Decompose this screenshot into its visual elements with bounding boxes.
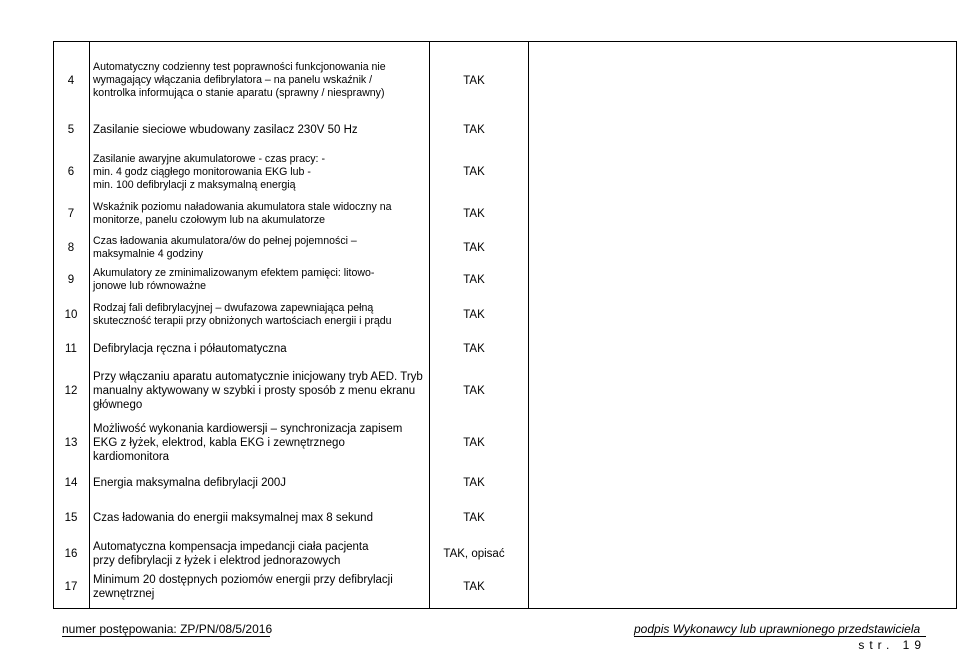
row-number: 11 — [65, 343, 77, 355]
row-number: 9 — [67, 274, 75, 286]
row-number: 6 — [67, 166, 75, 178]
column-divider — [89, 42, 90, 608]
row-description: Przy włączaniu aparatu automatycznie inicjowany tryb AED. Tryb manualny aktywowany w szybki i prosty sposób z menu ekranu głównego — [93, 371, 423, 411]
row-description: Możliwość wykonania kardiowersji – synchronizacja zapisem EKG z łyżek, elektrod, kabla EKG i zewnętrznego kardiomonitora — [93, 423, 403, 463]
row-number: 10 — [64, 309, 78, 321]
row-description: Akumulatory ze zminimalizowanym efektem pamięci: litowo-jonowe lub równoważne — [93, 267, 375, 292]
column-divider — [528, 42, 529, 608]
row-description: Rodzaj fali defibrylacyjnej – dwufazowa zapewniająca pełną skuteczność terapii przy obniżonych wartościach energii i prądu — [93, 302, 392, 327]
row-description: Zasilanie awaryjne akumulatorowe - czas pracy: - min. 4 godz ciągłego monitorowania EKG lub - min. 100 defibrylacji z maksymalną energią — [93, 152, 325, 191]
row-number: 14 — [64, 477, 78, 489]
row-description: Zasilanie sieciowe wbudowany zasilacz 230V 50 Hz — [93, 123, 358, 136]
row-description: Wskaźnik poziomu naładowania akumulatora stale widoczny na monitorze, panelu czołowym lub na akumulatorze — [93, 201, 392, 226]
row-value: TAK — [463, 437, 485, 449]
row-value: TAK — [463, 124, 485, 136]
signature-label: podpis Wykonawcy lub uprawnionego przedstawiciela — [634, 622, 921, 636]
row-value: TAK — [463, 74, 485, 87]
row-value: TAK — [463, 512, 485, 524]
spec-table — [53, 41, 957, 609]
row-value: TAK, opisać — [443, 548, 505, 560]
row-number: 16 — [64, 548, 78, 560]
row-value: TAK — [463, 242, 485, 254]
row-number: 4 — [67, 74, 75, 87]
row-value: TAK — [463, 343, 485, 355]
row-description: Automatyczna kompensacja impedancji ciała pacjenta przy defibrylacji z łyżek i elektrod jednorazowych — [93, 541, 369, 567]
row-description: Energia maksymalna defibrylacji 200J — [93, 476, 287, 489]
row-description: Minimum 20 dostępnych poziomów energii przy defibrylacji zewnętrznej — [93, 574, 393, 600]
procedure-number: numer postępowania: ZP/PN/08/5/2016 — [62, 622, 273, 636]
row-value: TAK — [463, 385, 485, 397]
row-value: TAK — [463, 274, 485, 286]
row-value: TAK — [463, 309, 485, 321]
row-description: Czas ładowania do energii maksymalnej max 8 sekund — [93, 511, 373, 524]
row-value: TAK — [463, 208, 485, 220]
page-number: str. 19 — [858, 638, 926, 652]
row-value: TAK — [463, 581, 485, 593]
row-number: 13 — [64, 437, 78, 449]
row-description: Defibrylacja ręczna i półautomatyczna — [93, 342, 287, 355]
row-description: Automatyczny codzienny test poprawności funkcjonowania nie wymagający włączania defibrylatora – na panelu wskaźnik / kontrolka informująca o stanie aparatu (sprawny / niesprawny) — [93, 61, 386, 99]
row-value: TAK — [463, 477, 485, 489]
row-number: 12 — [64, 385, 78, 397]
row-number: 5 — [67, 124, 75, 136]
row-value: TAK — [463, 166, 485, 178]
footer-underline — [634, 636, 926, 637]
row-number: 15 — [64, 512, 78, 524]
footer-underline — [62, 636, 270, 637]
row-number: 17 — [64, 581, 78, 593]
row-number: 8 — [67, 242, 75, 254]
row-description: Czas ładowania akumulatora/ów do pełnej pojemności – maksymalnie 4 godziny — [93, 235, 357, 260]
row-number: 7 — [67, 208, 75, 220]
